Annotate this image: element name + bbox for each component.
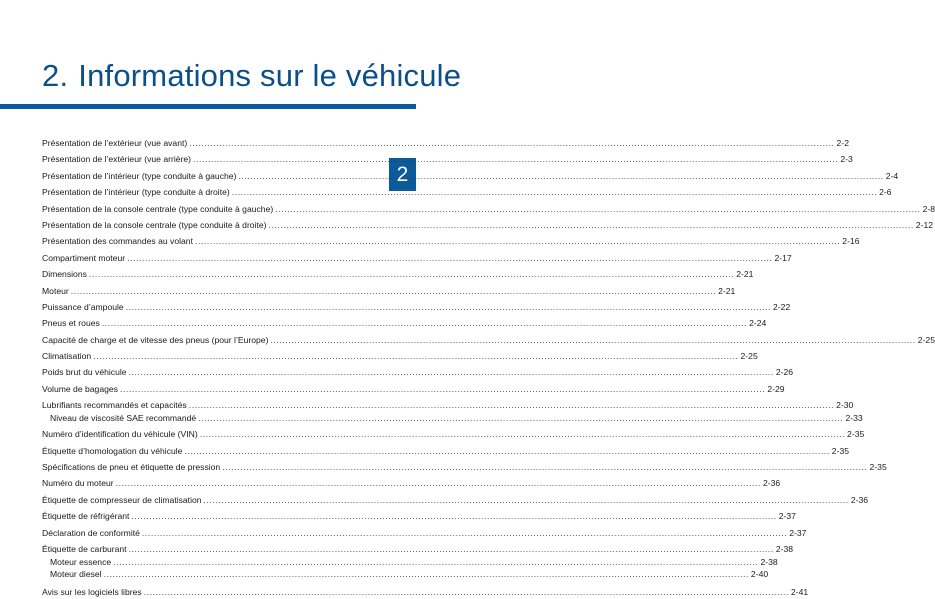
toc-entry-label: Numéro d’identification du véhicule (VIN) (42, 429, 198, 440)
toc-leader-dots (189, 399, 834, 412)
toc-entry-page: 2-37 (778, 511, 796, 522)
toc-entry-page: 2-36 (850, 494, 869, 505)
toc-entry-label: Présentation de la console centrale (type conduite à gauche) (42, 203, 274, 214)
toc-entry-label: Capacité de charge et de vitesse des pneus (pour l’Europe) (42, 334, 269, 345)
chapter-number: 2. (42, 58, 69, 93)
toc-entry-page: 2-35 (869, 462, 887, 473)
toc-entry-label: Étiquette d’homologation du véhicule (42, 445, 183, 456)
toc-leader-dots (131, 510, 776, 523)
toc-leader-dots (200, 428, 845, 441)
toc-entry[interactable] (42, 527, 807, 540)
toc-entry-label: Compartiment moteur (42, 252, 126, 263)
toc-entry[interactable] (42, 543, 794, 556)
toc-entry-label: Lubrifiants recommandés et capacités (42, 400, 187, 411)
toc-entry-label: Présentation de l’intérieur (type conduite à gauche) (42, 170, 237, 181)
toc-entry[interactable] (42, 586, 809, 599)
table-of-contents (42, 137, 935, 599)
toc-entry-page: 2-4 (885, 170, 899, 181)
toc-subentry[interactable] (42, 412, 863, 425)
toc-entry-page: 2-25 (917, 334, 935, 345)
toc-entry[interactable] (42, 428, 865, 441)
toc-subentry[interactable] (42, 556, 778, 569)
toc-entry[interactable] (42, 170, 899, 183)
title-divider (0, 104, 416, 109)
toc-entry[interactable] (42, 235, 860, 248)
toc-leader-dots (184, 445, 829, 458)
toc-leader-dots (102, 317, 747, 330)
toc-entry-page: 2-8 (922, 203, 935, 214)
toc-entry[interactable] (42, 219, 934, 232)
toc-entry-label: Présentation des commandes au volant (42, 236, 193, 247)
toc-entry-label: Avis sur les logiciels libres (42, 586, 142, 597)
chapter-title-text: Informations sur le véhicule (78, 58, 462, 93)
toc-entry-page: 2-36 (762, 478, 781, 489)
toc-entry[interactable] (42, 494, 869, 507)
toc-entry-label: Étiquette de compresseur de climatisation (42, 494, 202, 505)
toc-entry-page: 2-17 (774, 252, 792, 263)
toc-leader-dots (275, 203, 920, 216)
toc-leader-dots (232, 186, 877, 199)
toc-entry[interactable] (42, 203, 935, 216)
toc-entry-label: Pneus et roues (42, 318, 100, 329)
toc-entry-label: Niveau de viscosité SAE recommandé (50, 412, 197, 423)
toc-entry-page: 2-24 (749, 318, 767, 329)
toc-entry-label: Moteur (42, 285, 69, 296)
toc-leader-dots (104, 568, 749, 581)
toc-leader-dots (195, 235, 840, 248)
toc-entry-page: 2-22 (773, 301, 791, 312)
chapter-title (42, 58, 461, 94)
toc-leader-dots (120, 383, 765, 396)
toc-subentry[interactable] (42, 568, 769, 581)
toc-leader-dots (193, 153, 838, 166)
toc-entry[interactable] (42, 334, 935, 347)
toc-entry-page: 2-25 (740, 351, 758, 362)
toc-entry-page: 2-21 (736, 269, 754, 280)
toc-entry-label: Numéro du moteur (42, 478, 114, 489)
toc-entry-page: 2-35 (831, 445, 849, 456)
toc-leader-dots (127, 252, 772, 265)
toc-entry[interactable] (42, 383, 785, 396)
toc-leader-dots (238, 170, 883, 183)
toc-leader-dots (89, 268, 734, 281)
toc-leader-dots (113, 556, 758, 569)
toc-entry-page: 2-2 (836, 138, 849, 148)
toc-leader-dots (189, 137, 834, 150)
toc-entry-page: 2-6 (879, 187, 892, 198)
toc-leader-dots (116, 477, 761, 490)
toc-leader-dots (198, 412, 843, 425)
toc-entry[interactable] (42, 285, 736, 298)
toc-entry[interactable] (42, 268, 754, 281)
toc-entry[interactable] (42, 510, 796, 523)
toc-leader-dots (270, 334, 915, 347)
toc-entry-page: 2-41 (791, 586, 809, 597)
toc-leader-dots (144, 586, 789, 599)
toc-entry-page: 2-38 (775, 543, 794, 554)
toc-entry-page: 2-16 (842, 236, 860, 247)
toc-entry-page: 2-26 (775, 367, 794, 378)
toc-entry[interactable] (42, 350, 758, 363)
toc-entry[interactable] (42, 399, 854, 412)
toc-entry-label: Présentation de l’extérieur (vue arrière) (42, 154, 192, 165)
toc-entry-label: Étiquette de réfrigérant (42, 511, 130, 522)
toc-entry-label: Présentation de la console centrale (type conduite à droite) (42, 219, 267, 230)
toc-entry-page: 2-21 (718, 285, 736, 296)
toc-leader-dots (269, 219, 914, 232)
toc-leader-dots (129, 366, 774, 379)
toc-entry-page: 2-37 (789, 527, 807, 538)
toc-entry-page: 2-33 (845, 412, 863, 423)
toc-entry-label: Moteur diesel (50, 569, 102, 580)
toc-entry-label: Présentation de l’extérieur (vue avant) (42, 138, 188, 148)
toc-entry-page: 2-30 (836, 400, 854, 411)
toc-entry-label: Déclaration de conformité (42, 527, 140, 538)
toc-entry[interactable] (42, 445, 849, 458)
toc-entry-page: 2-35 (847, 429, 865, 440)
toc-entry-page: 2-29 (767, 383, 785, 394)
toc-entry-label: Dimensions (42, 269, 87, 280)
toc-leader-dots (129, 543, 774, 556)
toc-entry[interactable] (42, 461, 887, 474)
toc-entry-page: 2-3 (840, 154, 853, 165)
toc-entry-label: Présentation de l’intérieur (type conduite à droite) (42, 187, 230, 198)
toc-leader-dots (93, 350, 738, 363)
toc-entry[interactable] (42, 252, 792, 265)
toc-entry[interactable] (42, 366, 794, 379)
toc-entry-page: 2-38 (760, 556, 778, 567)
toc-entry-page: 2-40 (750, 569, 769, 580)
toc-entry[interactable] (42, 477, 781, 490)
toc-entry-label: Poids brut du véhicule (42, 367, 127, 378)
toc-entry-label: Spécifications de pneu et étiquette de pression (42, 462, 221, 473)
chapter-tab: 2 (389, 158, 416, 191)
toc-entry-label: Moteur essence (50, 556, 112, 567)
toc-leader-dots (126, 301, 771, 314)
toc-entry[interactable] (42, 317, 767, 330)
toc-entry-label: Climatisation (42, 351, 92, 362)
toc-leader-dots (204, 494, 849, 507)
toc-leader-dots (142, 527, 787, 540)
toc-entry-label: Étiquette de carburant (42, 543, 127, 554)
toc-entry[interactable] (42, 301, 791, 314)
toc-leader-dots (222, 461, 867, 474)
toc-entry[interactable] (42, 186, 892, 199)
toc-entry[interactable] (42, 153, 853, 166)
toc-entry[interactable] (42, 137, 849, 150)
toc-entry-label: Puissance d’ampoule (42, 301, 124, 312)
toc-leader-dots (71, 285, 716, 298)
toc-entry-label: Volume de bagages (42, 383, 118, 394)
toc-entry-page: 2-12 (915, 219, 934, 230)
